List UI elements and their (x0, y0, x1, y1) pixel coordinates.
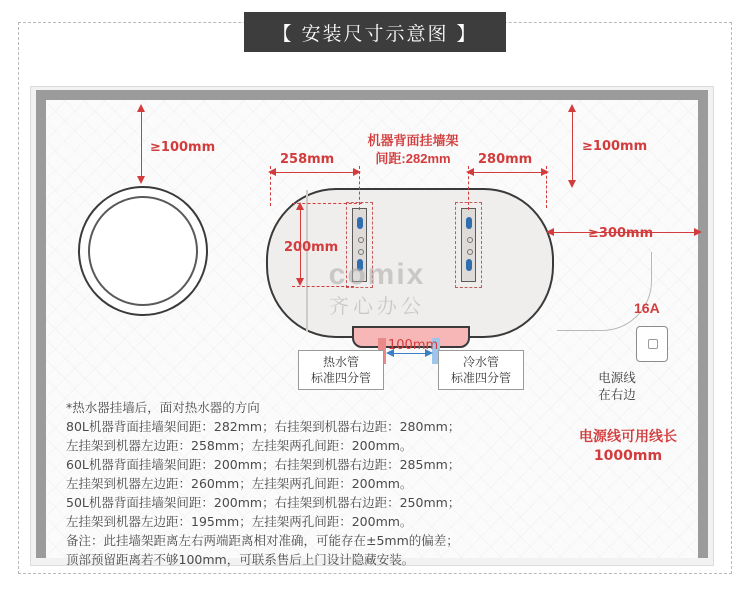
hot-water-label-line2: 标准四分管 (310, 371, 371, 385)
note-line: 80L机器背面挂墙架间距：282mm；右挂架到机器右边距：280mm； (66, 419, 461, 434)
clearance-right-arrow-down (568, 180, 576, 188)
label-bracket-right-distance: 280mm (478, 152, 533, 167)
label-pipe-spacing: 100mm (388, 338, 439, 353)
washing-machine-icon (78, 186, 208, 316)
note-line: 顶部预留距离若不够100mm，可联系售后上门设计隐藏安装。 (66, 552, 415, 567)
wall-bracket-left (352, 208, 367, 282)
note-line: 60L机器背面挂墙架间距：200mm；右挂架到机器右边距：285mm； (66, 457, 461, 472)
hot-water-callout (298, 350, 384, 390)
dim-258-line (272, 172, 358, 173)
power-cord-note-line1: 电源线 (598, 371, 636, 385)
watermark-brand-en: comix (328, 258, 426, 291)
power-cord-note-line2: 在右边 (598, 388, 636, 402)
dim-280-arrow-right (541, 168, 549, 176)
clearance-left-arrow-down (137, 176, 145, 184)
power-cord-length-note (548, 428, 708, 466)
label-top-left-clearance: ≥100mm (150, 140, 216, 155)
guide-bracket-bottom (292, 286, 354, 287)
note-line: 50L机器背面挂墙架间距：200mm；右挂架到机器右边距：250mm； (66, 495, 461, 510)
hot-water-label-line1: 热水管 (322, 355, 359, 369)
bracket-slot-icon (466, 259, 472, 271)
bracket-slot-icon (357, 217, 363, 229)
dim-258-arrow-right (353, 168, 361, 176)
dim-258-arrow-left (268, 168, 276, 176)
clearance-far-right-arrow-right (694, 228, 702, 236)
page-title: 【 安装尺寸示意图 】 (272, 22, 478, 45)
note-line: 左挂架到机器左边距：195mm；左挂架两孔间距：200mm。 (66, 514, 413, 529)
note-line: 左挂架到机器左边距：258mm；左挂架两孔间距：200mm。 (66, 438, 413, 453)
cold-water-label-line1: 冷水管 (462, 355, 499, 369)
power-cord-length-line2: 1000mm (593, 448, 663, 464)
label-right-clearance: ≥300mm (588, 226, 654, 241)
label-bracket-left-distance: 258mm (280, 152, 335, 167)
cold-water-callout (438, 350, 524, 390)
bracket-slot-icon (466, 217, 472, 229)
clearance-left-line (141, 110, 142, 182)
wall-right (698, 90, 708, 558)
clearance-right-line (572, 110, 573, 186)
cold-water-label-line2: 标准四分管 (450, 371, 511, 385)
bracket-slot-icon (357, 259, 363, 271)
power-cord-length-line1: 电源线可用线长 (579, 429, 677, 445)
label-top-right-clearance: ≥100mm (582, 139, 648, 154)
wall-bracket-right (461, 208, 476, 282)
dim-100-line (390, 353, 428, 354)
wall-left (36, 90, 46, 558)
bracket-hole-icon (358, 249, 364, 255)
clearance-far-right-arrow-left (546, 228, 554, 236)
dim-280-arrow-left (466, 168, 474, 176)
water-heater-body (266, 188, 554, 338)
note-line: 左挂架到机器左边距：260mm；左挂架两孔间距：200mm。 (66, 476, 413, 491)
bracket-hole-icon (467, 249, 473, 255)
bracket-title-line2: 间距:282mm (375, 151, 451, 166)
wall-top (36, 90, 708, 100)
dim-200-arrow-down (296, 278, 304, 286)
dim-280-line (470, 172, 544, 173)
diagram-title-bar (244, 12, 506, 52)
label-bracket-drop: 200mm (284, 240, 339, 255)
water-heater-edge-line (306, 190, 308, 332)
power-socket (636, 326, 668, 362)
bracket-hole-icon (358, 237, 364, 243)
clearance-left-arrow-up (137, 104, 145, 112)
bracket-title-line1: 机器背面挂墙架 (367, 133, 459, 148)
bracket-hole-icon (467, 237, 473, 243)
power-cord-note (572, 370, 662, 404)
note-line: *热水器挂墙后，面对热水器的方向 (66, 400, 260, 415)
watermark-brand-cn: 齐心办公 (329, 296, 425, 318)
installation-notes (66, 398, 536, 569)
clearance-right-arrow-up (568, 104, 576, 112)
label-socket-rating: 16A (634, 300, 660, 316)
dim-200-arrow-up (296, 202, 304, 210)
note-line: 备注：此挂墙架距离左右两端距离相对准确，可能存在±5mm的偏差； (66, 533, 459, 548)
